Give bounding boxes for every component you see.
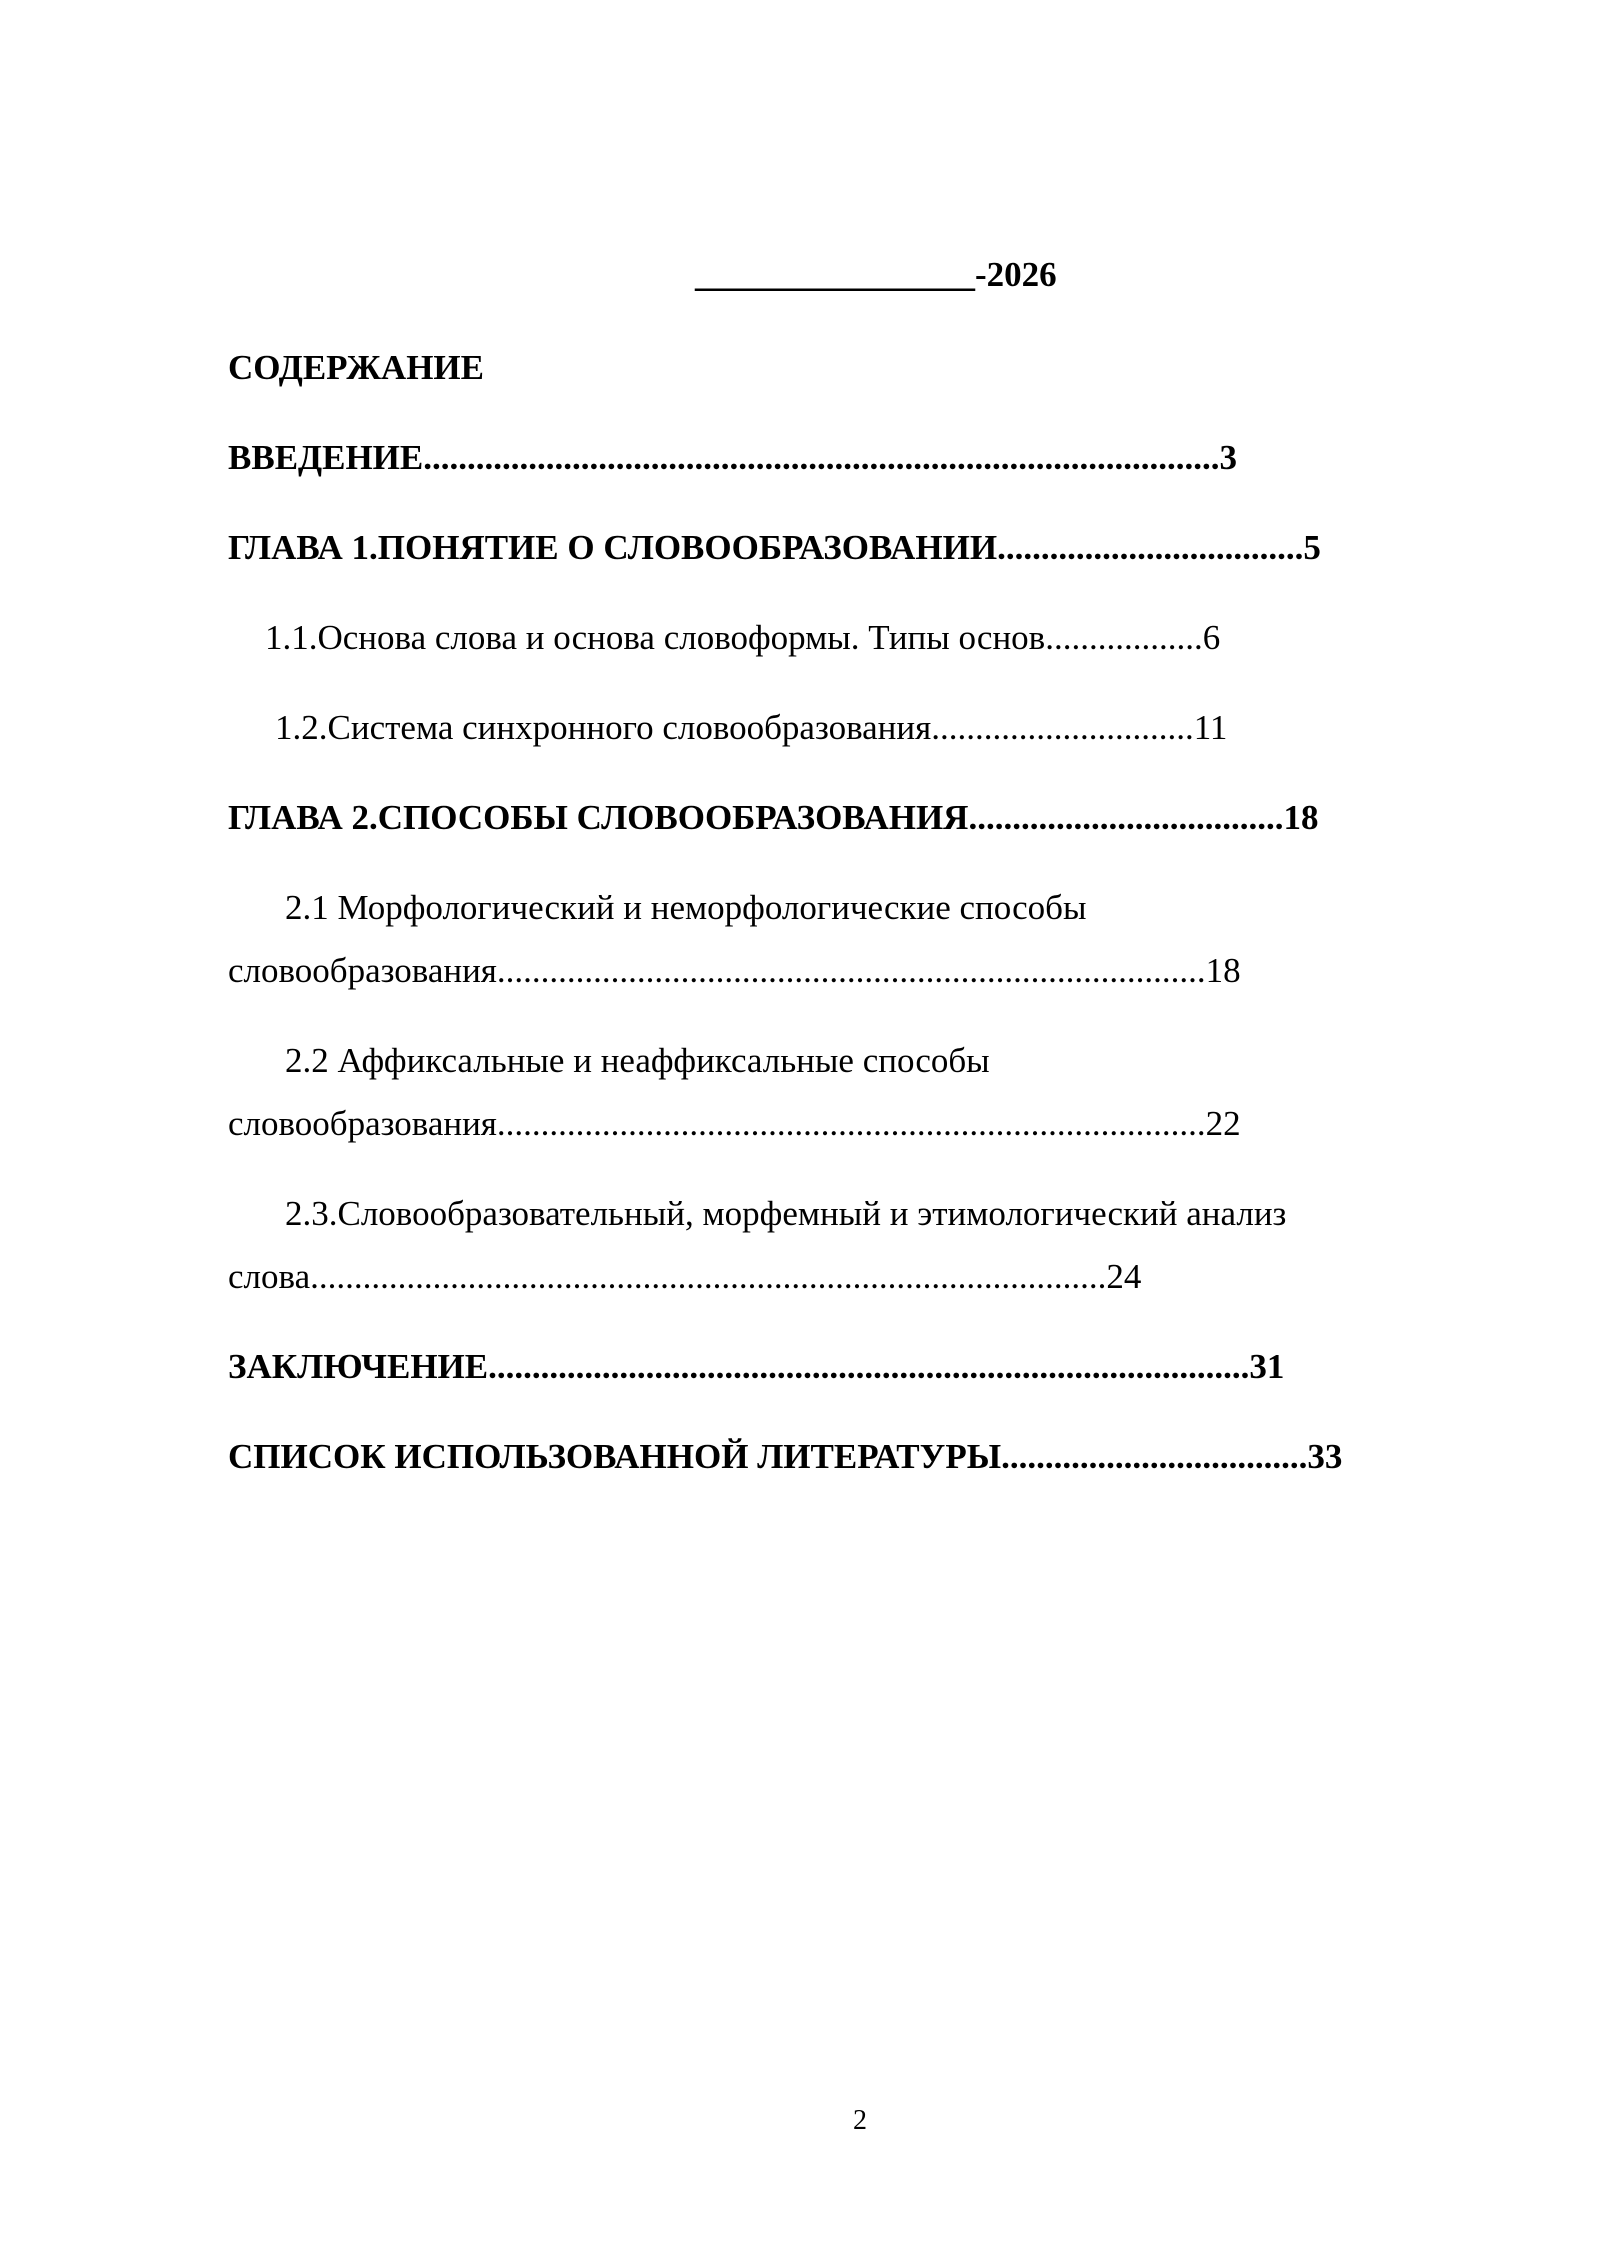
- toc-entry-section-2-1-line2: словообразования.................................................................................18: [228, 951, 1241, 990]
- toc-entry-bibliography: СПИСОК ИСПОЛЬЗОВАННОЙ ЛИТЕРАТУРЫ...................................33: [228, 1437, 1343, 1476]
- toc-entry-chapter2: ГЛАВА 2.СПОСОБЫ СЛОВООБРАЗОВАНИЯ....................................18: [228, 798, 1319, 837]
- toc-entry-chapter1: ГЛАВА 1.ПОНЯТИЕ О СЛОВООБРАЗОВАНИИ...................................5: [228, 528, 1321, 567]
- page-number: 2: [853, 2105, 867, 2136]
- toc-entry-section-2-1-line1: 2.1 Морфологический и неморфологические способы: [285, 888, 1087, 927]
- toc-entry-section-2-2-line1: 2.2 Аффиксальные и неаффиксальные способы: [285, 1041, 990, 1080]
- toc-entry-section-2-3-line2: слова...........................................................................................24: [228, 1257, 1142, 1296]
- toc-entry-section-1-2: 1.2.Система синхронного словообразования..............................11: [275, 708, 1228, 747]
- toc-entry-section-2-2-line2: словообразования.................................................................................22: [228, 1104, 1241, 1143]
- header-underline-year: ________________-2026: [695, 255, 1057, 294]
- toc-entry-conclusion: ЗАКЛЮЧЕНИЕ.......................................................................................31: [228, 1347, 1285, 1386]
- toc-title: СОДЕРЖАНИЕ: [228, 348, 485, 387]
- toc-entry-section-2-3-line1: 2.3.Словообразовательный, морфемный и этимологический анализ: [285, 1194, 1287, 1233]
- toc-entry-section-1-1: 1.1.Основа слова и основа словоформы. Типы основ..................6: [265, 618, 1221, 657]
- toc-entry-intro: ВВЕДЕНИЕ...........................................................................................3: [228, 438, 1238, 477]
